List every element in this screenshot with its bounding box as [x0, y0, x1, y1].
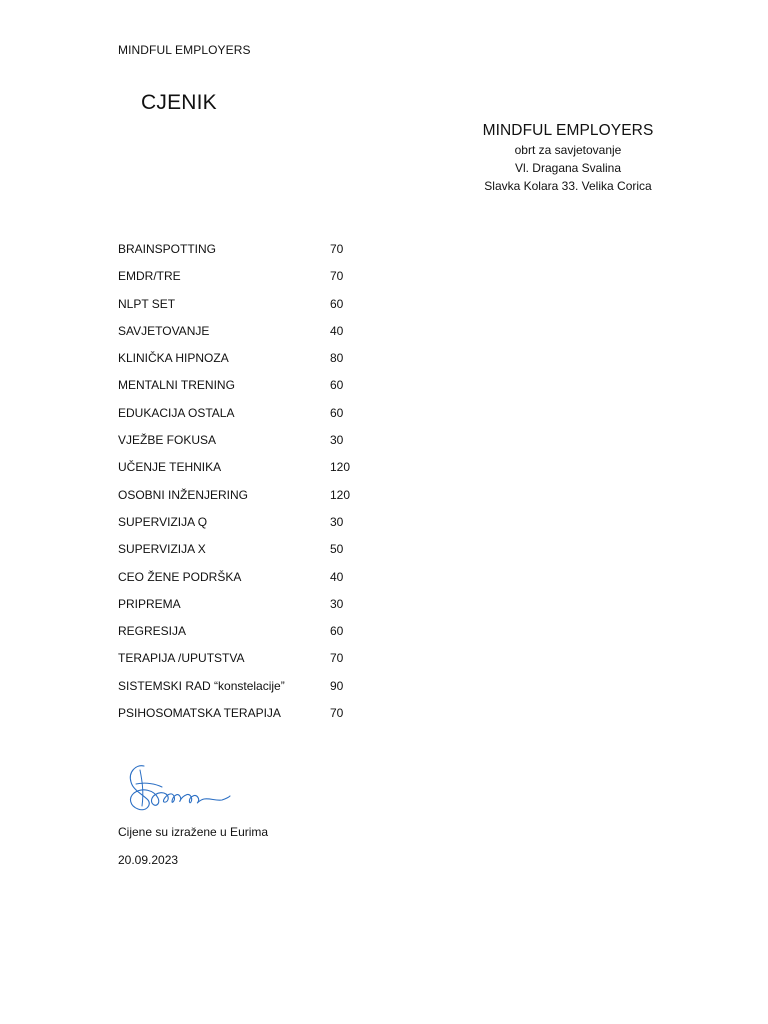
price-row — [118, 677, 418, 704]
price-row — [118, 458, 418, 485]
service-name: OSOBNI INŽENJERING — [118, 487, 249, 502]
service-price: 30 — [330, 596, 344, 611]
service-price: 60 — [330, 624, 344, 639]
service-price: 70 — [330, 269, 344, 284]
price-row — [118, 431, 418, 458]
address-block — [452, 121, 684, 195]
service-name: SUPERVIZIJA X — [118, 542, 206, 557]
service-price: 60 — [330, 405, 344, 420]
service-price: 60 — [330, 296, 344, 311]
service-name: EDUKACIJA OSTALA — [118, 405, 235, 420]
currency-note: Cijene su izražene u Eurima — [118, 825, 269, 839]
price-row — [118, 267, 418, 294]
service-name: NLPT SET — [118, 296, 176, 311]
service-price: 70 — [330, 651, 344, 666]
price-row — [118, 595, 418, 622]
price-row — [118, 349, 418, 376]
service-price: 70 — [330, 242, 344, 256]
service-price: 30 — [330, 433, 344, 448]
document-date: 20.09.2023 — [118, 853, 179, 867]
service-price: 50 — [330, 542, 344, 557]
price-row — [118, 295, 418, 322]
service-name: SISTEMSKI RAD “konstelacije” — [118, 678, 285, 693]
service-price: 30 — [330, 514, 344, 529]
price-row — [118, 513, 418, 540]
address-business-type: obrt za savjetovanje — [514, 143, 622, 157]
service-name: SUPERVIZIJA Q — [118, 514, 208, 529]
service-name: MENTALNI TRENING — [118, 378, 235, 393]
service-price: 60 — [330, 378, 344, 393]
price-row — [118, 486, 418, 513]
service-name: PRIPREMA — [118, 596, 181, 611]
price-row — [118, 568, 418, 595]
service-name: REGRESIJA — [118, 624, 187, 639]
service-price: 120 — [330, 460, 351, 475]
price-row — [118, 376, 418, 403]
address-owner: Vl. Dragana Svalina — [514, 161, 622, 175]
address-street: Slavka Kolara 33. Velika Corica — [484, 179, 652, 193]
service-price: 90 — [330, 678, 344, 693]
price-row — [118, 240, 418, 267]
service-price: 70 — [330, 706, 344, 721]
service-name: UČENJE TEHNIKA — [118, 460, 222, 475]
service-name: EMDR/TRE — [118, 269, 181, 284]
price-row — [118, 649, 418, 676]
price-row — [118, 404, 418, 431]
service-name: PSIHOSOMATSKA TERAPIJA — [118, 706, 281, 721]
page-title: CJENIK — [141, 91, 217, 114]
price-list — [118, 240, 418, 731]
price-row — [118, 704, 418, 731]
header-company-name: MINDFUL EMPLOYERS — [118, 43, 251, 57]
service-price: 120 — [330, 487, 351, 502]
service-price: 40 — [330, 569, 344, 584]
price-row — [118, 540, 418, 567]
price-row — [118, 622, 418, 649]
service-price: 40 — [330, 323, 344, 338]
address-company-name: MINDFUL EMPLOYERS — [482, 122, 654, 139]
service-name: CEO ŽENE PODRŠKA — [118, 569, 242, 584]
service-name: VJEŽBE FOKUSA — [118, 433, 217, 448]
service-price: 80 — [330, 351, 344, 366]
service-name: SAVJETOVANJE — [118, 323, 210, 338]
service-name: BRAINSPOTTING — [118, 242, 217, 256]
price-row — [118, 322, 418, 349]
service-name: TERAPIJA /UPUTSTVA — [118, 651, 245, 666]
service-name: KLINIČKA HIPNOZA — [118, 351, 229, 366]
handwritten-signature-icon — [122, 760, 234, 816]
